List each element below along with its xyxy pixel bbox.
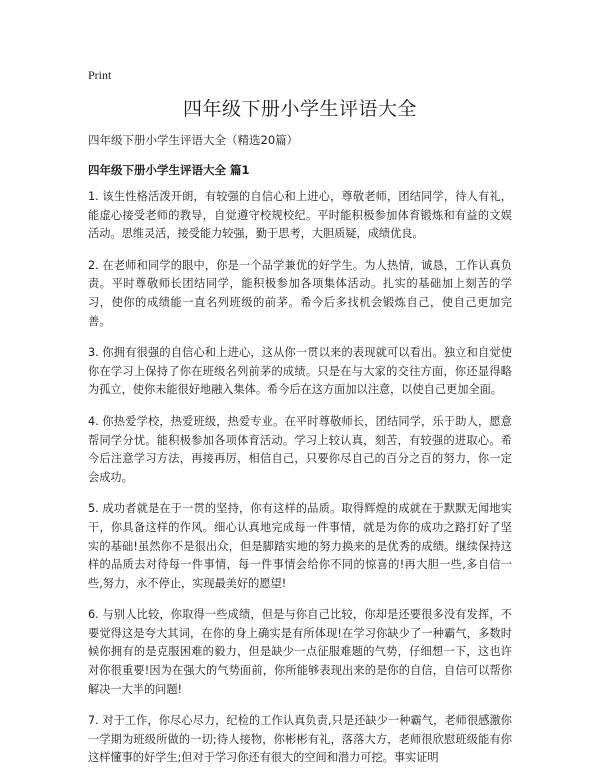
paragraph: 7. 对于工作，你尽心尽力，纪检的工作认真负责,只是还缺少一种霸气，老师很感激你一学期为班级所做的一切;待人接物，你彬彬有礼，落落大方，老师很欣慰班级能有你这样懂事的好学生;但对于学习你还有很大的空间和潜力可挖。事实证明 (88, 714, 512, 765)
page-title: 四年级下册小学生评语大全 (182, 98, 417, 120)
paragraph: 2. 在老师和同学的眼中，你是一个品学兼优的好学生。为人热情，诚恳，工作认真负责。平时尊敬师长团结同学，能积极参加各项集体活动。扎实的基础加上刻苦的学习，使你的成绩能一直名列班级的前茅。希今后多找机会锻炼自己，使自己更加完善。 (88, 258, 512, 328)
paragraph: 1. 该生性格活泼开朗，有较强的自信心和上进心，尊敬老师，团结同学，待人有礼，能虚心接受老师的教导，自觉遵守校规校纪。平时能积极参加体育锻炼和有益的文娱活动。思维灵活，接受能力较强，勤于思考，大胆质疑，成绩优良。 (88, 190, 512, 241)
paragraph: 4. 你热爱学校，热爱班级，热爱专业。在平时尊敬师长，团结同学，乐于助人，愿意帮同学分忧。能积极参加各项体育活动。学习上较认真，刻苦，有较强的进取心。希今后注意学习方法，再接再厉，相信自己，只要你尽自己的百分之百的努力，你一定会成功。 (88, 414, 512, 484)
paragraph: 3. 你拥有很强的自信心和上进心，这从你一贯以来的表现就可以看出。独立和自觉使你在学习上保持了你在班级名列前茅的成绩。只是在与大家的交往方面，你还显得略为孤立，使你未能很好地融入集体。希今后在这方面加以注意，以使自己更加全面。 (88, 346, 512, 397)
subtitle: 四年级下册小学生评语大全（精选20篇） (88, 133, 299, 147)
paragraph: 6. 与别人比较，你取得一些成绩，但是与你自己比较，你却是还要很多没有发挥，不要觉得这是夸大其词，在你的身上确实是有所体现!在学习你缺少了一种霸气，多数时候你拥有的是克服困难的毅力，但是缺少一点征服难题的气势，仔细想一下，这也许对你很重要!因为在强大的气势面前，你所能够表现出来的是你的自信，自信可以帮你解决一大半的问题! (88, 608, 512, 696)
paragraph: 5. 成功者就是在于一贯的坚持，你有这样的品质。取得辉煌的成就在于默默无闻地实干，你具备这样的作风。细心认真地完成每一件事情，就是为你的成功之路打好了坚实的基础!虽然你不是很出众，但是脚踏实地的努力换来的是优秀的成绩。继续保持这样的品质去对待每一件事情，每一件事情会给你不同的惊喜的!再大胆一些,多自信一些,努力，永不停止，实现最美好的愿望! (88, 502, 512, 590)
section-heading: 四年级下册小学生评语大全 篇1 (88, 163, 250, 177)
print-label[interactable]: Print (88, 68, 112, 82)
